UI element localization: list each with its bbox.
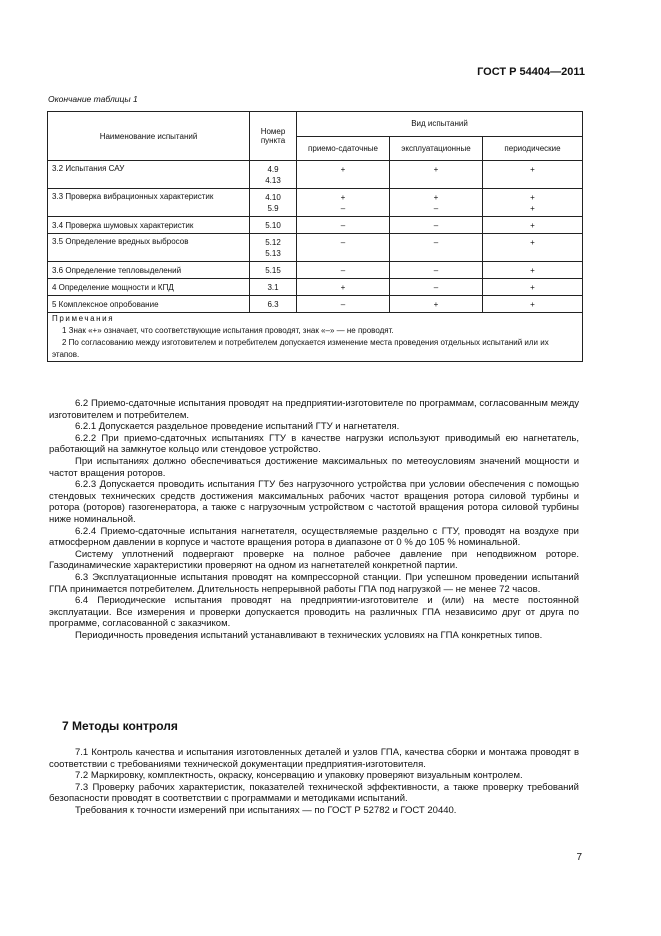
cell-periodic: [483, 279, 583, 296]
cell-operational: [390, 279, 483, 296]
cell-clause-number-value: 4.10: [265, 193, 281, 202]
cell-clause-number: [250, 189, 297, 217]
paragraph: Систему уплотнений подвергают проверке на полное рабочее давление при неподвижном роторе. Газодинамические характеристики проверяют на одном из нагнетателей конкретной партии.: [49, 548, 579, 572]
cell-clause-number-value: 3.1: [267, 282, 279, 292]
col-name-header: Наименование испытаний: [48, 112, 250, 161]
cell-acceptance-value: +: [340, 193, 346, 202]
note-1: 1 Знак «+» означает, что соответствующие испытания проводят, знак «–» — не проводят.: [62, 326, 394, 335]
cell-clause-number: [250, 262, 297, 279]
note-2: 2 По согласованию между изготовителем и потребителем допускается изменение места проведения отдельных испытаний или их этапов.: [52, 338, 549, 359]
paragraph: 6.2.4 Приемо-сдаточные испытания нагнетателя, осуществляемые раздельно с ГТУ, проводят на воздухе при атмосферном давлении в корпусе и частоте вращения ротора в диапазоне от 0 % до 105 % номинальной.: [49, 525, 579, 549]
cell-clause-number-value: 4.9: [267, 165, 279, 174]
cell-acceptance-value: –: [340, 204, 346, 213]
cell-operational: [390, 262, 483, 279]
cell-test-name: 4 Определение мощности и КПД: [48, 279, 250, 296]
cell-operational-value: –: [433, 265, 439, 275]
col-group-header: Вид испытаний: [297, 112, 583, 137]
cell-operational: [390, 189, 483, 217]
cell-periodic-value: +: [530, 165, 535, 174]
table-notes: [48, 313, 583, 362]
cell-clause-number-value: 5.13: [265, 249, 281, 258]
cell-periodic: [483, 234, 583, 262]
table-row: [48, 189, 583, 217]
sub-col-periodic: периодические: [483, 136, 583, 161]
cell-acceptance-value: –: [340, 265, 346, 275]
document-id: ГОСТ Р 54404—2011: [477, 66, 585, 78]
page-number: 7: [576, 852, 582, 863]
section-7-heading: 7 Методы контроля: [62, 719, 178, 733]
cell-operational: [390, 296, 483, 313]
paragraph: Требования к точности измерений при испытаниях — по ГОСТ Р 52782 и ГОСТ 20440.: [75, 804, 457, 816]
cell-periodic-value: +: [530, 299, 535, 309]
sub-col-operational: эксплуатационные: [390, 136, 483, 161]
section-6-text: [49, 398, 579, 641]
cell-operational-value: –: [433, 238, 439, 247]
cell-periodic: [483, 296, 583, 313]
cell-test-name: 5 Комплексное опробование: [48, 296, 250, 313]
tests-table: [47, 111, 583, 362]
cell-operational: [390, 161, 483, 189]
cell-operational-value: –: [433, 204, 439, 213]
cell-acceptance: [297, 161, 390, 189]
cell-test-name: 3.2 Испытания САУ: [48, 161, 250, 189]
sub-col-acceptance: приемо-сдаточные: [297, 136, 390, 161]
cell-acceptance: [297, 262, 390, 279]
cell-acceptance-value: +: [340, 165, 346, 174]
cell-clause-number: [250, 234, 297, 262]
cell-acceptance-value: –: [340, 238, 346, 247]
paragraph: Периодичность проведения испытаний устанавливают в технических условиях на ГПА конкретных типов.: [75, 629, 543, 641]
cell-acceptance-value: –: [340, 299, 346, 309]
cell-test-name: 3.3 Проверка вибрационных характеристик: [48, 189, 250, 217]
cell-clause-number: [250, 296, 297, 313]
paragraph: 7.3 Проверку рабочих характеристик, показателей технической эффективности, а также проверку требований безопасности проводят в соответствии с программами и методиками испытаний.: [49, 781, 579, 805]
table-row: [48, 234, 583, 262]
cell-clause-number-value: 5.9: [267, 204, 279, 213]
cell-periodic: [483, 189, 583, 217]
table-row: [48, 296, 583, 313]
cell-clause-number-value: 5.15: [265, 265, 281, 275]
cell-clause-number: [250, 217, 297, 234]
cell-clause-number-value: 5.10: [265, 220, 281, 230]
cell-operational: [390, 234, 483, 262]
cell-operational: [390, 217, 483, 234]
table-row: [48, 262, 583, 279]
cell-periodic-value: +: [530, 204, 535, 213]
cell-periodic-value: +: [530, 220, 535, 230]
paragraph: 7.2 Маркировку, комплектность, окраску, консервацию и упаковку проверяют визуальным контролем.: [75, 770, 523, 782]
cell-operational-value: +: [433, 165, 439, 174]
cell-acceptance-value: –: [340, 220, 346, 230]
cell-operational-value: +: [433, 299, 439, 309]
paragraph: 6.2.1 Допускается раздельное проведение испытаний ГТУ и нагнетателя.: [75, 421, 400, 433]
cell-clause-number: [250, 279, 297, 296]
section-7-text: [49, 747, 579, 817]
cell-periodic-value: +: [530, 238, 535, 247]
paragraph: 6.2.2 При приемо-сдаточных испытаниях ГТУ в качестве нагрузки используют приводимый ею нагнетатель, работающий на замкнутое кольцо или стендовое устройство.: [49, 432, 579, 456]
paragraph: 6.2 Приемо-сдаточные испытания проводят на предприятии-изготовителе по программам, согласованным между изготовителем и потребителем.: [49, 398, 579, 421]
cell-acceptance: [297, 296, 390, 313]
col-number-header: Номер пункта: [250, 112, 297, 161]
cell-clause-number-value: 4.13: [265, 176, 281, 185]
cell-clause-number-value: 5.12: [265, 238, 281, 247]
cell-acceptance: [297, 217, 390, 234]
cell-acceptance: [297, 234, 390, 262]
cell-periodic-value: +: [530, 282, 535, 292]
cell-operational-value: +: [433, 193, 439, 202]
paragraph: 7.1 Контроль качества и испытания изготовленных деталей и узлов ГПА, качества сборки и монтажа проводят в соответствии с требованиями технической документации предприятия-изготовителя.: [49, 747, 579, 770]
paragraph: 6.4 Периодические испытания проводят на предприятии-изготовителе и (или) на месте постоянной эксплуатации. Все измерения и проверки допускается проводить на различных ГПА независимо друг от друга по программе, согласованной с заказчиком.: [49, 595, 579, 630]
table-row: [48, 161, 583, 189]
notes-title: Примечания: [52, 314, 115, 323]
cell-operational-value: –: [433, 220, 439, 230]
cell-test-name: 3.5 Определение вредных выбросов: [48, 234, 250, 262]
cell-periodic: [483, 262, 583, 279]
table-caption: Окончание таблицы 1: [48, 94, 138, 104]
cell-periodic-value: +: [530, 193, 535, 202]
cell-clause-number: [250, 161, 297, 189]
table-row: [48, 279, 583, 296]
cell-operational-value: –: [433, 282, 439, 292]
table-row: [48, 217, 583, 234]
cell-acceptance: [297, 189, 390, 217]
paragraph: 6.2.3 Допускается проводить испытания ГТУ без нагрузочного устройства при условии обеспечения с помощью стендовых технических средств достижения максимальных рабочих частот вращения ротора силовой турбины и ротора (роторов) газогенератора, а также с нагрузочным устройством с частотой вращения ротора силовой турбины ниже номинальной.: [49, 479, 579, 525]
cell-test-name: 3.4 Проверка шумовых характеристик: [48, 217, 250, 234]
cell-test-name: 3.6 Определение тепловыделений: [48, 262, 250, 279]
cell-periodic-value: +: [530, 265, 535, 275]
cell-clause-number-value: 6.3: [267, 299, 279, 309]
cell-acceptance: [297, 279, 390, 296]
paragraph: При испытаниях должно обеспечиваться достижение максимальных по метеоусловиям значений мощности и частот вращения роторов.: [49, 455, 579, 479]
cell-acceptance-value: +: [340, 282, 346, 292]
cell-periodic: [483, 217, 583, 234]
cell-periodic: [483, 161, 583, 189]
paragraph: 6.3 Эксплуатационные испытания проводят на компрессорной станции. При успешном проведении испытаний ГПА принимается потребителем. Длительность непрерывной работы ГПА под нагрузкой — не менее 72 часов.: [49, 571, 579, 595]
